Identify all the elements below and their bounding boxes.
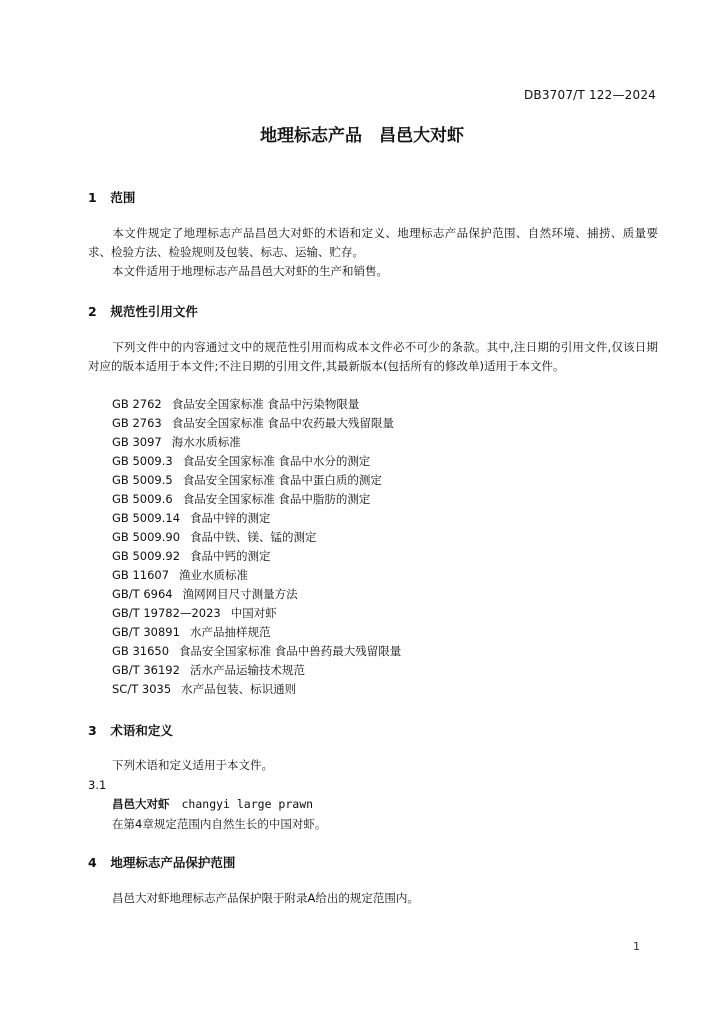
reference-item: GB 2763 食品安全国家标准 食品中农药最大残留限量: [112, 416, 394, 430]
reference-item: GB/T 36192 活水产品运输技术规范: [112, 663, 305, 677]
section-title: 规范性引用文件: [110, 304, 198, 319]
document-code: DB3707/T 122—2024: [523, 88, 656, 102]
reference-item: GB 11607 渔业水质标准: [112, 568, 249, 582]
reference-item: SC/T 3035 水产品包装、标识通则: [112, 682, 297, 696]
section-title: 地理标志产品保护范围: [110, 855, 236, 870]
reference-item: GB/T 6964 渔网网目尺寸测量方法: [112, 587, 298, 601]
section-number: 4: [88, 855, 97, 870]
section-title: 术语和定义: [110, 723, 173, 738]
term-chinese: 昌邑大对虾: [112, 797, 170, 811]
section-number: 2: [88, 304, 97, 319]
paragraph: 下列文件中的内容通过文中的规范性引用而构成本文件必不可少的条款。其中,注日期的引用文件,仅该日期对应的版本适用于本文件;不注日期的引用文件,其最新版本(包括所有的修改单)适用于本文件。: [88, 340, 658, 373]
section-title: 范围: [110, 190, 136, 205]
paragraph: 下列术语和定义适用于本文件。: [112, 758, 273, 772]
reference-item: GB 5009.3 食品安全国家标准 食品中水分的测定: [112, 454, 371, 468]
page-number: 1: [633, 940, 640, 953]
reference-item: GB 2762 食品安全国家标准 食品中污染物限量: [112, 397, 360, 411]
reference-item: GB 5009.5 食品安全国家标准 食品中蛋白质的测定: [112, 473, 382, 487]
term-entry: [112, 796, 313, 812]
section-2-heading: [88, 302, 198, 320]
section-number: 1: [88, 190, 97, 205]
section-4-heading: [88, 853, 235, 871]
term-number: 3.1: [88, 778, 107, 792]
page-title: 地理标志产品 昌邑大对虾: [260, 126, 464, 146]
section-3-heading: [88, 721, 173, 739]
reference-item: GB 5009.92 食品中钙的测定: [112, 549, 271, 563]
term-definition: 在第4章规定范围内自然生长的中国对虾。: [112, 817, 327, 831]
paragraph: 本文件适用于地理标志产品昌邑大对虾的生产和销售。: [112, 264, 388, 278]
reference-item: GB 5009.90 食品中铁、镁、锰的测定: [112, 530, 317, 544]
term-english: changyi large prawn: [181, 797, 314, 811]
reference-item: GB/T 30891 水产品抽样规范: [112, 625, 271, 639]
section-number: 3: [88, 723, 97, 738]
reference-item: GB 5009.14 食品中锌的测定: [112, 511, 271, 525]
reference-item: GB 5009.6 食品安全国家标准 食品中脂肪的测定: [112, 492, 371, 506]
reference-item: GB/T 19782—2023 中国对虾: [112, 606, 277, 620]
reference-item: GB 31650 食品安全国家标准 食品中兽药最大残留限量: [112, 644, 402, 658]
reference-item: GB 3097 海水水质标准: [112, 435, 241, 449]
paragraph: 昌邑大对虾地理标志产品保护限于附录A给出的规定范围内。: [112, 891, 419, 905]
section-1-heading: [88, 188, 135, 206]
paragraph: 本文件规定了地理标志产品昌邑大对虾的术语和定义、地理标志产品保护范围、自然环境、捕捞、质量要求、检验方法、检验规则及包装、标志、运输、贮存。: [88, 226, 658, 259]
